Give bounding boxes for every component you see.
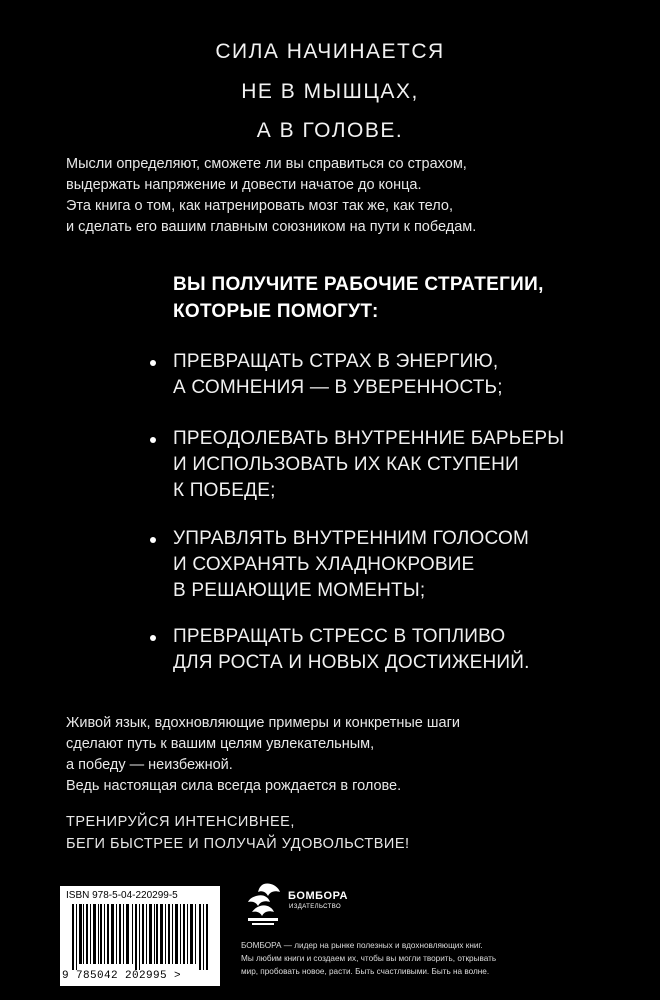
list-item-line: В РЕШАЮЩИЕ МОМЕНТЫ; <box>173 580 426 601</box>
list-item-text <box>173 526 529 604</box>
publisher-description-line: Мы любим книги и создаем их, чтобы вы могли творить, открывать <box>241 954 497 963</box>
isbn-label: ISBN 978-5-04-220299-5 <box>66 890 178 901</box>
outro-paragraph <box>66 713 626 797</box>
intro-paragraph <box>66 154 626 238</box>
list-item-line: ПРЕОДОЛЕВАТЬ ВНУТРЕННИЕ БАРЬЕРЫ <box>173 428 565 449</box>
intro-line: выдержать напряжение и довести начатое до конца. <box>66 177 422 193</box>
headline-line-2: НЕ В МЫШЦАХ, <box>241 80 419 103</box>
list-item-line: УПРАВЛЯТЬ ВНУТРЕННИМ ГОЛОСОМ <box>173 528 529 549</box>
publisher-name: БОМБОРА <box>288 890 348 902</box>
bullet-dot-icon <box>150 635 156 641</box>
headline-line-1: СИЛА НАЧИНАЕТСЯ <box>215 40 445 63</box>
barcode-bars-icon <box>72 904 208 970</box>
list-item-line: ДЛЯ РОСТА И НОВЫХ ДОСТИЖЕНИЙ. <box>173 652 530 673</box>
strategies-heading-line: КОТОРЫЕ ПОМОГУТ: <box>173 301 379 322</box>
outro-line: а победу — неизбежной. <box>66 757 233 773</box>
list-item-line: К ПОБЕДЕ; <box>173 480 276 501</box>
list-item-line: И СОХРАНЯТЬ ХЛАДНОКРОВИЕ <box>173 554 475 575</box>
publisher-description <box>241 939 496 978</box>
intro-line: Эта книга о том, как натренировать мозг так же, как тело, <box>66 198 453 214</box>
bullet-dot-icon <box>150 437 156 443</box>
slogan-line: БЕГИ БЫСТРЕЕ И ПОЛУЧАЙ УДОВОЛЬСТВИЕ! <box>66 836 410 852</box>
bullet-dot-icon <box>150 360 156 366</box>
list-item-line: И ИСПОЛЬЗОВАТЬ ИХ КАК СТУПЕНИ <box>173 454 519 475</box>
intro-line: и сделать его вашим главным союзником на пути к победам. <box>66 219 477 235</box>
list-item-line: ПРЕВРАЩАТЬ СТРАХ В ЭНЕРГИЮ, <box>173 351 499 372</box>
publisher-description-line: мир, пробовать новое, расти. Быть счастливыми. Быть на волне. <box>241 967 490 976</box>
strategies-heading <box>173 271 544 325</box>
list-item-line: А СОМНЕНИЯ — В УВЕРЕННОСТЬ; <box>173 377 503 398</box>
publisher-description-line: БОМБОРА — лидер на рынке полезных и вдохновляющих книг. <box>241 941 483 950</box>
barcode-digits: 9 785042 202995 > <box>62 970 182 982</box>
bullet-dot-icon <box>150 537 156 543</box>
intro-line: Мысли определяют, сможете ли вы справиться со страхом, <box>66 156 467 172</box>
list-item-text <box>173 624 530 676</box>
list-item-line: ПРЕВРАЩАТЬ СТРЕСС В ТОПЛИВО <box>173 626 506 647</box>
outro-line: сделают путь к вашим целям увлекательным, <box>66 736 375 752</box>
publisher-subtitle: ИЗДАТЕЛЬСТВО <box>289 904 342 910</box>
headline-line-3: А В ГОЛОВЕ. <box>256 119 404 142</box>
outro-line: Ведь настоящая сила всегда рождается в голове. <box>66 778 402 794</box>
list-item-text <box>173 426 564 504</box>
isbn-barcode <box>60 886 220 986</box>
slogan <box>66 811 410 855</box>
slogan-line: ТРЕНИРУЙСЯ ИНТЕНСИВНЕЕ, <box>66 814 295 830</box>
outro-line: Живой язык, вдохновляющие примеры и конкретные шаги <box>66 715 460 731</box>
list-item-text <box>173 349 503 401</box>
strategies-heading-line: ВЫ ПОЛУЧИТЕ РАБОЧИЕ СТРАТЕГИИ, <box>173 274 544 295</box>
